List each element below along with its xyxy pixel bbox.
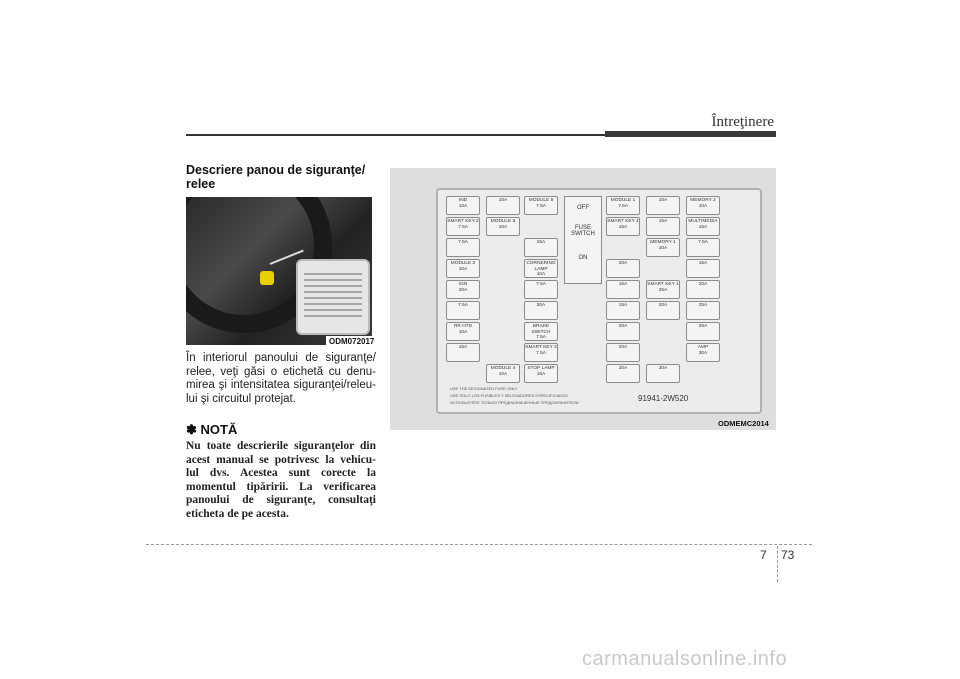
fuse-cell [446,196,480,215]
fuse-amperage: 7.5A [536,335,546,340]
fuse-label-plate [436,188,762,414]
fuse-cell [606,217,640,236]
fuse-cell [486,196,520,215]
fuse-amperage: 7.5A [458,303,468,308]
fuse-panel-inset [296,259,370,335]
fuse-amperage: 30A [658,366,668,371]
fuse-switch-off: OFF [577,205,589,211]
fuse-label: IND [458,198,468,203]
fuse-amperage: 10A [458,329,468,335]
fuse-label: STOP LAMP [527,366,555,371]
fuse-label: MODULE 3 [490,219,516,224]
fuse-label: CORNERING LAMP [526,261,556,272]
fuse-label: SMART KEY 1 [647,282,679,287]
fuse-cell [646,301,680,320]
fuse-cell [524,322,558,341]
fuse-amperage: 15A [658,219,668,224]
fuse-cell [446,280,480,299]
fuse-amperage: 7.5A [458,224,468,230]
fuse-cell [646,196,680,215]
fuse-label: MEMORY 2 [690,198,716,203]
fuse-amperage: 20A [458,287,468,293]
fuse-amperage: 15A [618,282,628,287]
photo-code: ODM072017 [326,336,377,347]
fuse-amperage: 20A [698,282,708,287]
fuse-label: MULTIMEDIA [688,219,718,224]
fuse-amperage: 20A [618,345,628,350]
section-title: Întreţinere [711,114,774,130]
fuse-label: BRAKE SWITCH [531,324,551,335]
fuse-amperage: 15A [698,261,708,266]
fuse-amperage: 7.5A [458,240,468,245]
fuse-switch-label: FUSE SWITCH [571,225,595,237]
fuse-cell [686,343,720,362]
fuse-amperage: 7.5A [536,282,546,287]
fuse-cell [606,364,640,383]
fuse-cell [686,217,720,236]
footer-divider [777,546,778,582]
fuse-cell [524,238,558,257]
fuse-cell [606,196,640,215]
fuse-cell [686,196,720,215]
fuse-panel-marker [260,271,274,285]
fuse-label: IGN [458,282,468,287]
diagram-code: ODMEMC2014 [718,419,769,428]
fuse-cell [446,217,480,236]
fuse-cell [446,238,480,257]
fuse-label: MODULE 2 [450,261,476,266]
fuse-cell [446,343,480,362]
fuse-label: SMART KEY 3 [525,345,557,350]
fuse-cell [646,217,680,236]
fuse-cell [686,238,720,257]
fuse-cell [606,280,640,299]
fuse-label: AMP [697,345,709,350]
fuse-label: MODULE 1 [610,198,636,203]
fuse-amperage: 10A [658,198,668,203]
fuse-panel-description: În interiorul panoului de siguranţe/ relee, veţi găsi o etichetă cu denu- mirea şi intensitatea siguranţei/releu- lui şi circuitul protejat. [186,352,376,405]
fuse-cell [646,364,680,383]
fuse-switch-on: ON [578,255,588,261]
fuse-cell [686,301,720,320]
fuse-cell [686,322,720,341]
fuse-cell [686,259,720,278]
fuse-cell [524,196,558,215]
fuse-amperage: 10A [498,224,508,230]
fuse-amperage: 25A [698,303,708,308]
fuse-cell [524,259,558,278]
fuse-label-diagram [390,168,776,430]
fuse-amperage: 15A [698,224,708,230]
fuse-amperage: 7.5A [698,240,708,245]
fuse-amperage: 20A [618,261,628,266]
fuse-amperage: 7.5A [536,203,546,209]
fuse-cell [606,301,640,320]
fuse-cell [646,238,680,257]
fuse-label: MEMORY 1 [650,240,676,245]
watermark: carmanualsonline.info [582,648,788,670]
fuse-label: RR HTD [453,324,473,329]
fuse-cell [446,301,480,320]
fuse-amperage: 20A [536,303,546,308]
fuse-amperage: 25A [698,324,708,329]
fuse-amperage: 10A [658,245,668,251]
fuse-amperage: 7.5A [618,203,628,209]
fuse-cell [686,280,720,299]
fuse-panel-heading: Descriere panou de siguranţe/ relee [186,163,366,191]
fuse-amperage: 15A [536,371,546,377]
fuse-amperage: 25A [658,287,668,293]
fuse-cell [446,259,480,278]
fuse-label: SMART KEY 2 [447,219,479,224]
fuse-amperage: 15A [458,345,468,350]
fuse-cell [524,280,558,299]
note-title: ✽ NOTĂ [186,422,238,437]
fuse-amperage: 15A [536,240,546,245]
fuse-amperage: 10A [458,266,468,272]
fuse-cell [446,322,480,341]
fuse-label: MODULE 4 [490,366,516,371]
fuse-cell [606,343,640,362]
note-text: Nu toate descrierile siguranţelor din acest manual se potrivesc la vehicu- lul dvs. Acestea sunt corecte la momentul tipăririi. La verificarea panoului de siguranţe, consultaţi eticheta de pe acesta. [186,440,376,520]
fuse-amperage: 30A [698,350,708,356]
fuse-label: SMART KEY 4 [607,219,639,224]
fuse-amperage: 20A [658,303,668,308]
fuse-amperage: 20A [618,366,628,371]
fuse-cell [606,322,640,341]
fuse-panel-location-photo [186,197,372,345]
part-number: 91941-2W520 [638,394,689,403]
fuse-amperage: 15A [618,303,628,308]
fuse-amperage: 15A [618,224,628,230]
fuse-cell [606,259,640,278]
fuse-cell [524,364,558,383]
fuse-amperage: 7.5A [536,350,546,356]
fuse-switch [564,196,602,284]
fuse-amperage: 10A [498,198,508,203]
plate-note-2: USE SOLO LOS FUSIBLES Y SELEVADORES ESPECIFICADOS [450,393,568,398]
fuse-amperage: 10A [498,371,508,377]
fuse-cell [524,343,558,362]
fuse-cell [486,364,520,383]
footer-rule [146,544,812,545]
fuse-label: MODULE 5 [528,198,554,203]
plate-note-1: USE THE DESIGNATED FUSE ONLY [450,386,518,391]
fuse-cell [486,217,520,236]
fuse-amperage: 20A [618,324,628,329]
fuse-amperage: 10A [698,203,708,209]
fuse-amperage: 10A [458,203,468,209]
fuse-cell [646,280,680,299]
chapter-number: 7 [760,548,767,562]
page-number: 73 [781,548,795,562]
fuse-amperage: 10A [536,272,546,277]
fuse-cell [524,301,558,320]
header-rule-accent [605,131,776,137]
plate-note-3: ИСПОЛЬЗУЙТЕ ТОЛЬКО ПРЕДНАЗНАЧЕННЫЕ ПРЕДОХРАНИТЕЛИ [450,400,579,405]
